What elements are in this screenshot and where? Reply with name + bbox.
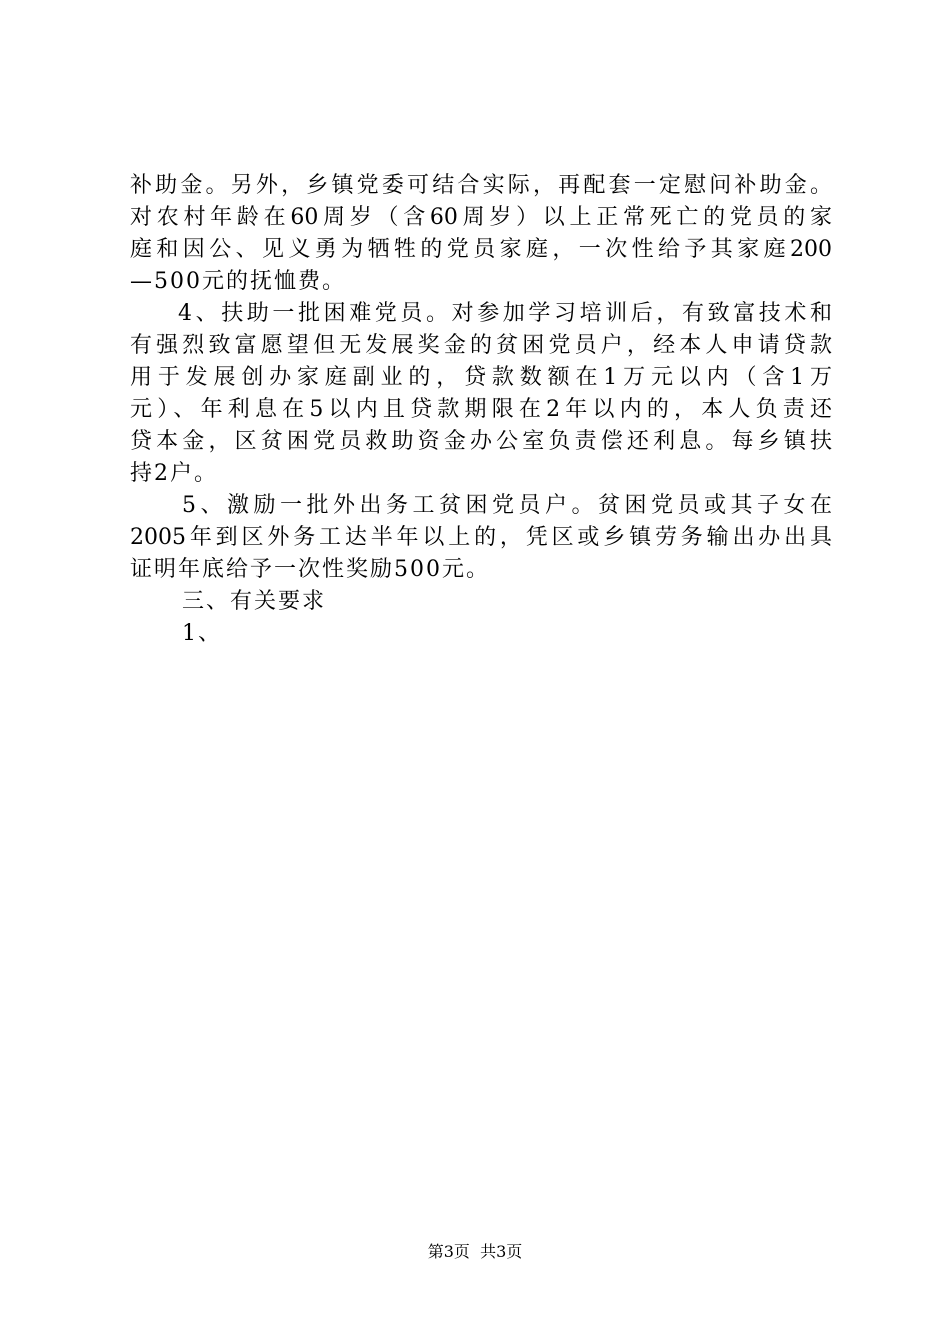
text-line-1: 补助金。另外，乡镇党委可结合实际，再配套一定慰问补助金。 — [130, 173, 832, 198]
page-footer — [0, 1242, 950, 1262]
list-item-start: 1、 — [182, 621, 222, 646]
page-total: 共3页 — [480, 1242, 523, 1261]
paragraph-4-heading-line: 4、扶助一批困难党员。对参加学习培训后，有致富技术和 — [178, 301, 832, 326]
text-line-9: 贷本金，区贫困党员救助资金办公室负责偿还利息。每乡镇扶 — [130, 429, 832, 454]
text-line-3: 庭和因公、见义勇为牺牲的党员家庭，一次性给予其家庭200 — [130, 237, 832, 262]
text-line-2: 对农村年龄在60周岁（含60周岁）以上正常死亡的党员的家 — [130, 205, 832, 230]
text-line-10: 持2户。 — [130, 461, 218, 486]
paragraph-5-heading-line: 5、激励一批外出务工贫困党员户。贫困党员或其子女在 — [182, 493, 832, 518]
text-line-6: 有强烈致富愿望但无发展奖金的贫困党员户，经本人申请贷款 — [130, 333, 832, 358]
text-line-13: 证明年底给予一次性奖励500元。 — [130, 557, 490, 582]
text-line-7: 用于发展创办家庭副业的，贷款数额在1万元以内（含1万 — [130, 365, 832, 390]
text-line-8: 元）、年利息在5以内且贷款期限在2年以内的，本人负责还 — [130, 397, 832, 422]
section-heading: 三、有关要求 — [182, 589, 327, 614]
text-line-12: 2005年到区外务工达半年以上的，凭区或乡镇劳务输出办出具 — [130, 525, 832, 550]
document-body — [130, 170, 832, 650]
text-line-4: —500元的抚恤费。 — [130, 269, 346, 294]
page-number: 第3页 — [427, 1242, 470, 1261]
